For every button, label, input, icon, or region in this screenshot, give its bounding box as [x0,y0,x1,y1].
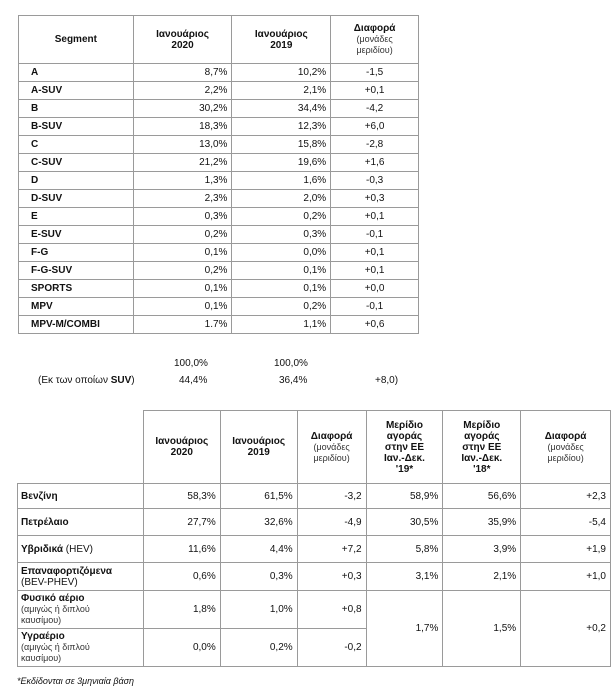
segment-cell: F-G-SUV [19,262,134,280]
cell-eu18: 35,9% [443,509,521,536]
jan2019-cell: 0,3% [232,226,331,244]
table-row [18,591,611,629]
jan2019-cell: 2,1% [232,82,331,100]
cell-eudiff: +1,9 [521,536,611,563]
row-label: Υβριδικά (HEV) [18,536,144,563]
header-jan-2019: Ιανουάριος 2019 [232,16,331,64]
cell-eu19-gas: 1,7% [366,591,443,667]
jan2019-cell: 19,6% [232,154,331,172]
cell-jan2020: 27,7% [143,509,220,536]
table-row [18,563,611,591]
table-row [19,190,419,208]
header-difference: Διαφορά (μονάδες μεριδίου) [331,16,419,64]
difference-cell: +1,6 [331,154,419,172]
table-row [19,100,419,118]
difference-cell: +0,3 [331,190,419,208]
jan2020-cell: 1,3% [133,172,232,190]
segment-cell: B [19,100,134,118]
cell-jan2019: 0,2% [220,629,297,667]
cell-jan2020: 11,6% [143,536,220,563]
cell-jan2019: 1,0% [220,591,297,629]
difference-cell: -4,2 [331,100,419,118]
cell-eudiff-gas: +0,2 [521,591,611,667]
segment-cell: C-SUV [19,154,134,172]
jan2019-cell: 0,1% [232,262,331,280]
cell-diff: +7,2 [297,536,366,563]
jan2020-cell: 18,3% [133,118,232,136]
cell-eudiff: +1,0 [521,563,611,591]
table-row [18,484,611,509]
segment-cell: MPV [19,298,134,316]
difference-cell: -0,1 [331,298,419,316]
segment-cell: A-SUV [19,82,134,100]
table-header-row [18,411,611,484]
cell-eu19: 58,9% [366,484,443,509]
difference-cell: -1,5 [331,64,419,82]
table-row [19,118,419,136]
table-row [19,244,419,262]
header-eu-difference: Διαφορά (μονάδες μεριδίου) [521,411,611,484]
cell-eudiff: -5,4 [521,509,611,536]
cell-jan2020: 0,0% [143,629,220,667]
row-label: Βενζίνη [18,484,144,509]
cell-eu19: 30,5% [366,509,443,536]
jan2019-cell: 10,2% [232,64,331,82]
jan2020-cell: 2,3% [133,190,232,208]
table-row [18,536,611,563]
segment-cell: SPORTS [19,280,134,298]
jan2019-cell: 12,3% [232,118,331,136]
segment-cell: D-SUV [19,190,134,208]
table-row [19,64,419,82]
jan2020-cell: 0,3% [133,208,232,226]
segment-cell: A [19,64,134,82]
cell-diff: +0,8 [297,591,366,629]
cell-diff: -3,2 [297,484,366,509]
table-row [19,208,419,226]
difference-cell: -2,8 [331,136,419,154]
difference-cell: -0,3 [331,172,419,190]
jan2019-cell: 1,6% [232,172,331,190]
table-row [19,298,419,316]
jan2019-cell: 15,8% [232,136,331,154]
suv-2019: 36,4% [279,375,308,386]
header-jan-2019: Ιανουάριος 2019 [220,411,297,484]
header-eu-share-2019: Μερίδιο αγοράς στην ΕΕ Ιαν.-Δεκ. '19* [366,411,443,484]
table-row [19,154,419,172]
footnote: *Εκδίδονται σε 3μηνιαία βάση [17,676,135,686]
jan2019-cell: 34,4% [232,100,331,118]
jan2019-cell: 1,1% [232,316,331,334]
cell-diff: +0,3 [297,563,366,591]
cell-jan2019: 0,3% [220,563,297,591]
table-row [19,226,419,244]
segment-cell: C [19,136,134,154]
table-row [19,280,419,298]
segment-share-table [18,15,419,334]
jan2020-cell: 13,0% [133,136,232,154]
difference-cell: +0,1 [331,244,419,262]
table-row [19,136,419,154]
segment-cell: MPV-M/COMBI [19,316,134,334]
difference-cell: -0,1 [331,226,419,244]
header-eu-share-2018: Μερίδιο αγοράς στην ΕΕ Ιαν.-Δεκ. '18* [443,411,521,484]
header-empty [18,411,144,484]
cell-eu18: 2,1% [443,563,521,591]
suv-label: (Εκ των οποίων SUV) [38,375,135,386]
table-row [19,316,419,334]
table-row [19,172,419,190]
header-segment: Segment [19,16,134,64]
difference-cell: +0,6 [331,316,419,334]
row-label: Πετρέλαιο [18,509,144,536]
cell-eudiff: +2,3 [521,484,611,509]
suv-2020: 44,4% [179,375,208,386]
jan2020-cell: 21,2% [133,154,232,172]
jan2020-cell: 8,7% [133,64,232,82]
table-row [19,82,419,100]
jan2020-cell: 0,1% [133,298,232,316]
segment-cell: B-SUV [19,118,134,136]
segment-cell: D [19,172,134,190]
cell-diff: -0,2 [297,629,366,667]
table-row [19,262,419,280]
cell-jan2019: 32,6% [220,509,297,536]
cell-jan2020: 1,8% [143,591,220,629]
jan2020-cell: 2,2% [133,82,232,100]
difference-cell: +0,1 [331,82,419,100]
cell-jan2019: 61,5% [220,484,297,509]
jan2019-cell: 0,2% [232,208,331,226]
difference-cell: +6,0 [331,118,419,136]
jan2019-cell: 0,0% [232,244,331,262]
row-label: Υγραέριο (αμιγώς ή διπλού καυσίμου) [18,629,144,667]
difference-cell: +0,1 [331,262,419,280]
suv-diff: +8,0) [375,375,399,386]
segment-cell: F-G [19,244,134,262]
fuel-share-table [17,410,611,667]
jan2020-cell: 1.7% [133,316,232,334]
cell-eu19: 3,1% [366,563,443,591]
table-header-row [19,16,419,64]
cell-eu18: 56,6% [443,484,521,509]
cell-jan2020: 58,3% [143,484,220,509]
difference-cell: +0,0 [331,280,419,298]
jan2020-cell: 0,1% [133,280,232,298]
row-label: Φυσικό αέριο (αμιγώς ή διπλού καυσίμου) [18,591,144,629]
jan2020-cell: 0,2% [133,226,232,244]
jan2019-cell: 0,1% [232,280,331,298]
jan2020-cell: 0,2% [133,262,232,280]
cell-jan2020: 0,6% [143,563,220,591]
row-label: Επαναφορτιζόμενα (BEV-PHEV) [18,563,144,591]
cell-eu18-gas: 1,5% [443,591,521,667]
jan2020-cell: 0,1% [133,244,232,262]
cell-eu19: 5,8% [366,536,443,563]
cell-diff: -4,9 [297,509,366,536]
difference-cell: +0,1 [331,208,419,226]
jan2020-cell: 30,2% [133,100,232,118]
total-2019: 100,0% [274,358,308,369]
jan2019-cell: 2,0% [232,190,331,208]
header-jan-2020: Ιανουάριος 2020 [143,411,220,484]
segment-cell: E [19,208,134,226]
table-row [18,509,611,536]
cell-eu18: 3,9% [443,536,521,563]
segment-cell: E-SUV [19,226,134,244]
jan2019-cell: 0,2% [232,298,331,316]
total-2020: 100,0% [174,358,208,369]
header-jan-2020: Ιανουάριος 2020 [133,16,232,64]
cell-jan2019: 4,4% [220,536,297,563]
header-difference: Διαφορά (μονάδες μεριδίου) [297,411,366,484]
